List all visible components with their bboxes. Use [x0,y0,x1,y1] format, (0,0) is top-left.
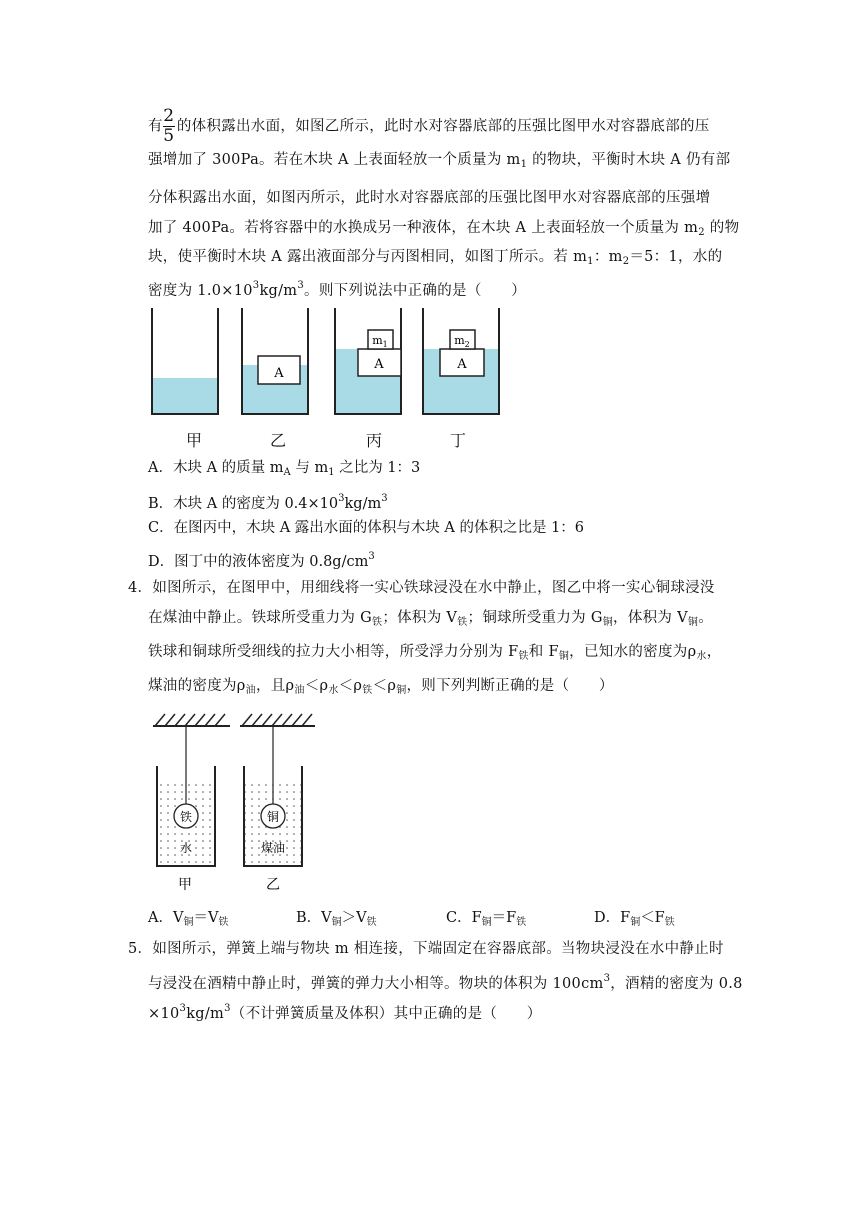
q3-line-4: 加了 400Pa。若将容器中的水换成另一种液体，在木块 A 上表面轻放一个质量为 $m_2$ 的物 [148,220,740,238]
q5-line-1: 5．如图所示，弹簧上端与物块 m 相连接，下端固定在容器底部。当物块浸没在水中静止时 [128,941,724,957]
m1-label: $m_1$ [372,334,388,349]
q3-line-1: 有 $\frac{2}{5}$ 的体积露出水面，如图乙所示，此时水对容器底部的压强比图甲水对容器底部的压 [148,106,710,146]
ceiling-hatch-2 [240,714,315,726]
q4-option-b[interactable]: B．$V_铜>V_铁$ [296,910,377,928]
fig-label-yi: 乙 [270,431,287,450]
container-ding [423,308,499,414]
container-bing [335,308,401,414]
ceiling-hatch-1 [153,714,230,726]
container-water [157,726,215,866]
q3-line-2: 强增加了 300Pa。若在木块 A 上表面轻放一个质量为 $m_1$ 的物块，平衡时木块 A 仍有部 [148,152,731,170]
q4-line-2: 在煤油中静止。铁球所受重力为 $G_铁$；体积为 $V_铁$；铜球所受重力为 $G_铜$，体积为 $V_铜$。 [148,610,714,628]
container-kerosene [244,726,302,866]
container-yi [242,308,308,414]
fig-label-jia: 甲 [178,877,192,893]
fig-label-yi: 乙 [266,877,280,893]
fig-label-bing: 丙 [366,431,383,450]
kerosene-label: 煤油 [260,841,286,855]
fraction-2-5: $\frac{2}{5}$ [163,106,175,146]
water-label: 水 [179,841,193,855]
q3-option-d[interactable]: D．图丁中的液体密度为 $0.8g/cm^3$ [148,551,375,570]
q3-line-5: 块，使平衡时木块 A 露出液面部分与丙图相同，如图丁所示。若 $m_1$：$m_2=5$：1，水的 [148,249,723,267]
q5-line-3: $\times 10^3kg/m^3$（不计弹簧质量及体积）其中正确的是（ ） [148,1003,542,1022]
block-a-label: A [274,366,284,381]
q3-option-b[interactable]: B．木块 A 的密度为 $0.4\times 10^3kg/m^3$ [148,493,388,512]
container-jia [152,308,218,414]
q3-option-c[interactable]: C．在图丙中，木块 A 露出水面的体积与木块 A 的体积之比是 1：6 [148,520,585,536]
block-a-label: A [457,357,467,372]
fig-label-ding: 丁 [450,431,467,450]
q4-option-a[interactable]: A．$V_铜=V_铁$ [148,910,229,928]
q4-option-c[interactable]: C．$F_铜=F_铁$ [446,910,527,928]
q3-line-6: 密度为 $1.0\times 10^3kg/m^3$。则下列说法中正确的是（ ） [148,280,527,299]
q3-line-3: 分体积露出水面，如图丙所示，此时水对容器底部的压强比图甲水对容器底部的压强增 [148,190,711,206]
q5-line-2: 与浸没在酒精中静止时，弹簧的弹力大小相等。物块的体积为 $100cm^3$，酒精的密度为 0.8 [148,973,743,992]
fig-label-jia: 甲 [186,431,203,450]
iron-ball-label: 铁 [179,810,193,824]
q3-option-a[interactable]: A．木块 A 的质量 $m_A$ 与 $m_1$ 之比为 1：3 [148,460,421,478]
m2-label: $m_2$ [454,334,470,349]
q4-line-3: 铁球和铜球所受细线的拉力大小相等，所受浮力分别为 $F_铁$和 $F_铜$，已知水的密度为$\rho_水$， [148,644,722,662]
q4-ball-figure [145,706,325,896]
q4-option-d[interactable]: D．$F_铜<F_铁$ [594,910,675,928]
q4-line-1: 4．如图所示，在图甲中，用细线将一实心铁球浸没在水中静止，图乙中将一实心铜球浸没 [128,580,715,596]
block-a-label: A [374,357,384,372]
copper-ball-label: 铜 [266,810,280,824]
q4-line-4: 煤油的密度为$\rho_油$，且$\rho_油<\rho_水<\rho_铁<\rho_铜$，则下列判断正确的是（ ） [148,678,614,696]
